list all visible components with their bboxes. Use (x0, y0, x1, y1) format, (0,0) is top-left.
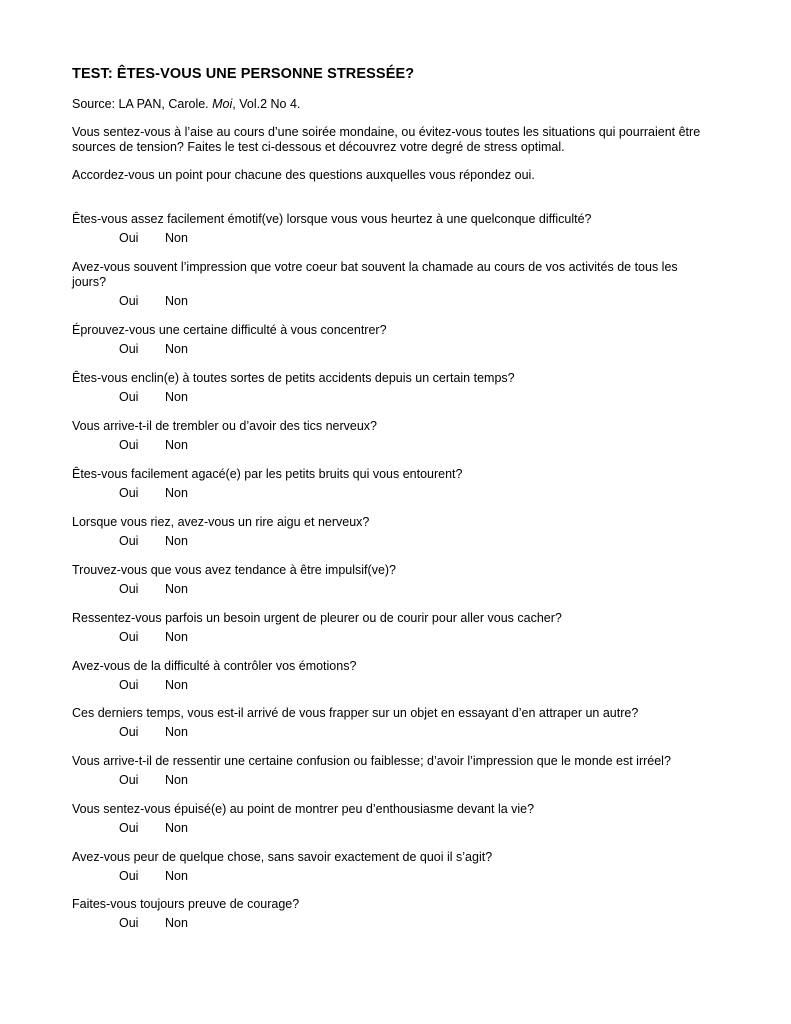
question-text: Avez-vous peur de quelque chose, sans savoir exactement de quoi il s’agit? (72, 850, 493, 864)
answer-oui: Oui (119, 231, 139, 245)
answer-non: Non (165, 534, 188, 548)
answer-oui: Oui (119, 390, 139, 404)
question-text: Éprouvez-vous une certaine difficulté à vous concentrer? (72, 323, 387, 337)
scoring-instruction: Accordez-vous un point pour chacune des questions auxquelles vous répondez oui. (72, 168, 535, 182)
answer-non: Non (165, 869, 188, 883)
source-prefix: Source: LA PAN, Carole. (72, 97, 213, 111)
answer-non: Non (165, 582, 188, 596)
answer-oui: Oui (119, 869, 139, 883)
answer-oui: Oui (119, 916, 139, 930)
question-text: Vous sentez-vous épuisé(e) au point de montrer peu d’enthousiasme devant la vie? (72, 802, 535, 816)
answer-oui: Oui (119, 486, 139, 500)
question-text: Avez-vous de la difficulté à contrôler vos émotions? (72, 659, 357, 673)
source-citation (72, 97, 712, 112)
question-text: Lorsque vous riez, avez-vous un rire aigu et nerveux? (72, 515, 370, 529)
source-suffix: , Vol.2 No 4. (232, 97, 301, 111)
answer-oui: Oui (119, 294, 139, 308)
answer-oui: Oui (119, 342, 139, 356)
answer-oui: Oui (119, 534, 139, 548)
answer-oui: Oui (119, 438, 139, 452)
answer-non: Non (165, 342, 188, 356)
answer-non: Non (165, 630, 188, 644)
question-text: Êtes-vous facilement agacé(e) par les petits bruits qui vous entourent? (72, 467, 463, 481)
answer-non: Non (165, 438, 188, 452)
question-text: Vous arrive-t-il de ressentir une certaine confusion ou faiblesse; d’avoir l’impression que le monde est irréel? (72, 754, 671, 768)
question-text: Ces derniers temps, vous est-il arrivé de vous frapper sur un objet en essayant d’en attraper un autre? (72, 706, 639, 720)
answer-oui: Oui (119, 773, 139, 787)
answer-non: Non (165, 678, 188, 692)
question-text: Trouvez-vous que vous avez tendance à être impulsif(ve)? (72, 563, 397, 577)
question-text: Vous arrive-t-il de trembler ou d’avoir des tics nerveux? (72, 419, 377, 433)
answer-non: Non (165, 390, 188, 404)
answer-non: Non (165, 773, 188, 787)
source-publication: Moi (212, 97, 233, 111)
answer-non: Non (165, 294, 188, 308)
answer-non: Non (165, 916, 188, 930)
answer-oui: Oui (119, 678, 139, 692)
answer-oui: Oui (119, 582, 139, 596)
answer-oui: Oui (119, 725, 139, 739)
question-text: Avez-vous souvent l’impression que votre coeur bat souvent la chamade au cours de vos activités de tous les jours? (72, 260, 678, 289)
question-text: Êtes-vous enclin(e) à toutes sortes de petits accidents depuis un certain temps? (72, 371, 515, 385)
answer-non: Non (165, 231, 188, 245)
answer-non: Non (165, 486, 188, 500)
intro-paragraph: Vous sentez-vous à l’aise au cours d’une soirée mondaine, ou évitez-vous toutes les situations qui pourraient être sources de tension? Faites le test ci-dessous et découvrez votre degré de stress optimal. (72, 125, 701, 154)
answer-non: Non (165, 725, 188, 739)
answer-oui: Oui (119, 630, 139, 644)
question-text: Ressentez-vous parfois un besoin urgent de pleurer ou de courir pour aller vous cacher? (72, 611, 562, 625)
question-text: Faites-vous toujours preuve de courage? (72, 897, 300, 911)
question-text: Êtes-vous assez facilement émotif(ve) lorsque vous vous heurtez à une quelconque difficulté? (72, 212, 592, 226)
answer-non: Non (165, 821, 188, 835)
page-title: TEST: ÊTES-VOUS UNE PERSONNE STRESSÉE? (72, 66, 415, 82)
answer-oui: Oui (119, 821, 139, 835)
